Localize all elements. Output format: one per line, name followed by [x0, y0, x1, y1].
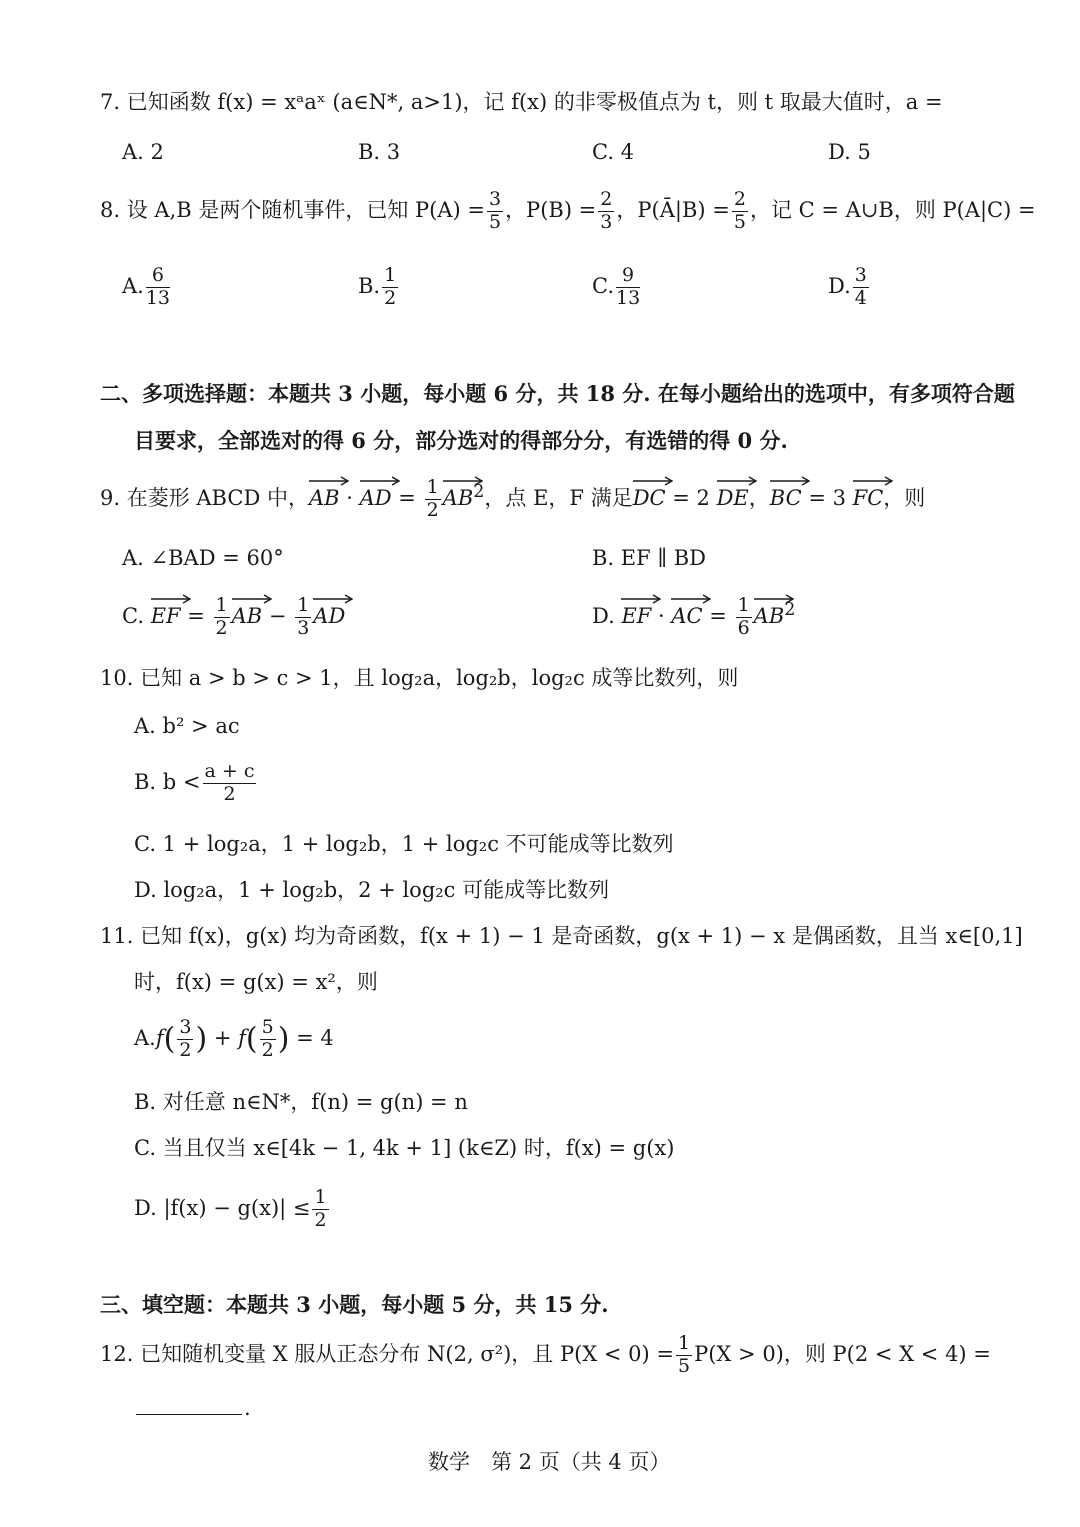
numerator: 3 — [488, 188, 502, 210]
denominator: 2 — [384, 286, 397, 309]
q9-text-3: ，则 — [883, 485, 926, 510]
numerator: 5 — [261, 1016, 274, 1038]
q8-text-3: ，P(Ā|B) = — [616, 197, 730, 222]
option-label: C. — [592, 273, 614, 298]
option-label: A. — [122, 273, 144, 298]
q9-fraction-half — [425, 478, 441, 521]
option-fraction — [312, 1188, 328, 1231]
q12-text-1: 12. 已知随机变量 X 服从正态分布 N(2, σ²)，且 P(X < 0) = — [100, 1341, 674, 1366]
q12-text-2: P(X > 0)，则 P(2 < X < 4) = — [694, 1341, 991, 1366]
denominator: 3 — [297, 616, 310, 639]
q9-option-a: A. ∠BAD = 60° — [122, 546, 284, 570]
q10-stem: 10. 已知 a > b > c > 1，且 log₂a，log₂b，log₂c 成等比数列，则 — [100, 666, 739, 690]
q9-text-1: 9. 在菱形 ABCD 中， — [100, 485, 309, 510]
numerator: 3 — [854, 264, 867, 286]
numerator: 1 — [384, 264, 397, 286]
vector-ac: AC — [671, 606, 702, 627]
option-fraction — [616, 266, 640, 309]
vector-ad: AD — [313, 606, 345, 627]
q11-option-c: C. 当且仅当 x∈[4k − 1, 4k + 1] (k∈Z) 时，f(x) = g(x) — [134, 1136, 675, 1160]
numerator: 1 — [215, 594, 228, 616]
vector-ab: AB — [754, 606, 785, 627]
vector-ab: AB — [443, 488, 474, 509]
numerator: 1 — [678, 1332, 691, 1354]
option-fraction — [177, 1018, 193, 1061]
q10-option-b — [134, 762, 258, 805]
vector-bc: BC — [770, 488, 802, 509]
blank-end: . — [244, 1396, 251, 1420]
denominator: 5 — [678, 1354, 691, 1377]
q9-stem: 9. 在菱形 ABCD 中， AB · AD = $\frac{1}{2}$ $AB^2$，点 E，F 满足 DC = 2 DE， BC = 3 FC，则 — [100, 476, 926, 521]
numerator: 1 — [297, 594, 310, 616]
denominator: 2 — [223, 782, 236, 805]
option-label: D. — [592, 603, 615, 628]
denominator: 13 — [145, 286, 171, 309]
q12-stem — [100, 1334, 991, 1377]
q11-stem-line-2: 时，f(x) = g(x) = x²，则 — [134, 970, 378, 994]
denominator: 3 — [600, 210, 613, 233]
option-fraction — [736, 596, 752, 639]
numerator: 1 — [426, 476, 439, 498]
option-fraction — [382, 266, 398, 309]
option-fraction — [295, 596, 311, 639]
vector-fc: FC — [853, 488, 884, 509]
q7-option-a: A. 2 — [122, 140, 164, 164]
denominator: 2 — [426, 498, 439, 521]
option-fraction — [214, 596, 230, 639]
q8-fraction-pab — [732, 190, 748, 233]
numerator: 1 — [737, 594, 750, 616]
q9-option-b: B. EF ∥ BD — [592, 546, 707, 570]
q9-option-c: C. EF = $\frac{1}{2}$ AB − $\frac{1}{3}$ AD — [122, 596, 345, 639]
numerator: 3 — [179, 1016, 192, 1038]
numerator: 6 — [146, 266, 170, 288]
q11-option-a: A.f( $\frac{3}{2}$ ) + f( $\frac{5}{2}$ ) = 4 — [134, 1016, 334, 1061]
q8-text-1: 8. 设 A,B 是两个随机事件，已知 P(A) = — [100, 197, 485, 222]
vector-ab: AB — [232, 606, 263, 627]
q8-fraction-pb — [598, 190, 614, 233]
q9-option-d: D. EF · AC = $\frac{1}{6}$ $AB^2$ — [592, 594, 796, 639]
denominator: 5 — [733, 210, 746, 233]
vector-ad: AD — [360, 488, 392, 509]
option-label: D. — [828, 273, 851, 298]
q8-option-d — [828, 266, 871, 309]
option-fraction — [203, 762, 257, 805]
vector-ef: EF — [151, 606, 181, 627]
q7-option-b: B. 3 — [358, 140, 401, 164]
q10-option-d: D. log₂a，1 + log₂b，2 + log₂c 可能成等比数列 — [134, 878, 610, 902]
blank-line — [136, 1414, 242, 1415]
denominator: 2 — [179, 1038, 192, 1061]
q11-option-d — [134, 1188, 331, 1231]
section-2-title-line-1: 二、多项选择题：本题共 3 小题，每小题 6 分，共 18 分. 在每小题给出的选项中，有多项符合题 — [100, 381, 1015, 406]
q12-fraction — [676, 1334, 692, 1377]
denominator: 6 — [737, 616, 750, 639]
q9-text-2: ，点 E，F 满足 — [484, 485, 633, 510]
denominator: 2 — [314, 1208, 327, 1231]
denominator: 5 — [488, 210, 502, 233]
q8-text-2: ，P(B) = — [505, 197, 597, 222]
q7-stem: 7. 已知函数 f(x) = xᵃaˣ (a∈N*, a>1)，记 f(x) 的非零极值点为 t，则 t 取最大值时，a = — [100, 90, 943, 114]
section-3-title: 三、填空题：本题共 3 小题，每小题 5 分，共 15 分. — [100, 1292, 609, 1317]
q8-option-c — [592, 266, 642, 309]
denominator: 13 — [616, 286, 641, 309]
vector-ab: AB — [309, 488, 340, 509]
option-label: C. — [122, 603, 144, 628]
vector-dc: DC — [633, 488, 666, 509]
vector-ef: EF — [621, 606, 651, 627]
numerator: 1 — [314, 1186, 327, 1208]
numerator: a + c — [204, 760, 255, 782]
option-fraction — [260, 1018, 276, 1061]
q11-stem-line-1: 11. 已知 f(x)，g(x) 均为奇函数，f(x + 1) − 1 是奇函数，g(x + 1) − x 是偶函数，且当 x∈[0,1] — [100, 924, 1023, 948]
numerator: 2 — [733, 188, 746, 210]
option-tail: = 4 — [296, 1025, 334, 1050]
section-2-title-line-2: 目要求，全部选对的得 6 分，部分选对的得部分分，有选错的得 0 分. — [134, 428, 788, 453]
denominator: 2 — [261, 1038, 274, 1061]
q7-option-c: C. 4 — [592, 140, 635, 164]
option-label: A. — [134, 1025, 156, 1050]
page-footer: 数学 第 2 页（共 4 页） — [428, 1450, 671, 1474]
denominator: 2 — [215, 616, 228, 639]
q11-option-b: B. 对任意 n∈N*，f(n) = g(n) = n — [134, 1090, 468, 1114]
denominator: 4 — [854, 286, 867, 309]
q8-option-b — [358, 266, 400, 309]
q8-fraction-pa — [487, 190, 503, 233]
q8-text-4: ，记 C = A∪B，则 P(A|C) = — [749, 197, 1036, 222]
numerator: 9 — [616, 266, 640, 288]
option-label: B. — [358, 273, 381, 298]
numerator: 2 — [600, 188, 613, 210]
option-label: D. |f(x) − g(x)| ≤ — [134, 1195, 311, 1220]
q10-option-c: C. 1 + log₂a，1 + log₂b，1 + log₂c 不可能成等比数列 — [134, 832, 674, 856]
option-fraction — [853, 266, 869, 309]
q7-option-d: D. 5 — [828, 140, 871, 164]
q12-answer-blank[interactable] — [136, 1398, 251, 1419]
q10-option-a: A. b² > ac — [134, 714, 240, 738]
q8-option-a — [122, 266, 172, 309]
vector-de: DE — [717, 488, 749, 509]
option-fraction — [146, 266, 170, 309]
option-label: B. b < — [134, 769, 201, 794]
q8-stem — [100, 190, 1036, 233]
